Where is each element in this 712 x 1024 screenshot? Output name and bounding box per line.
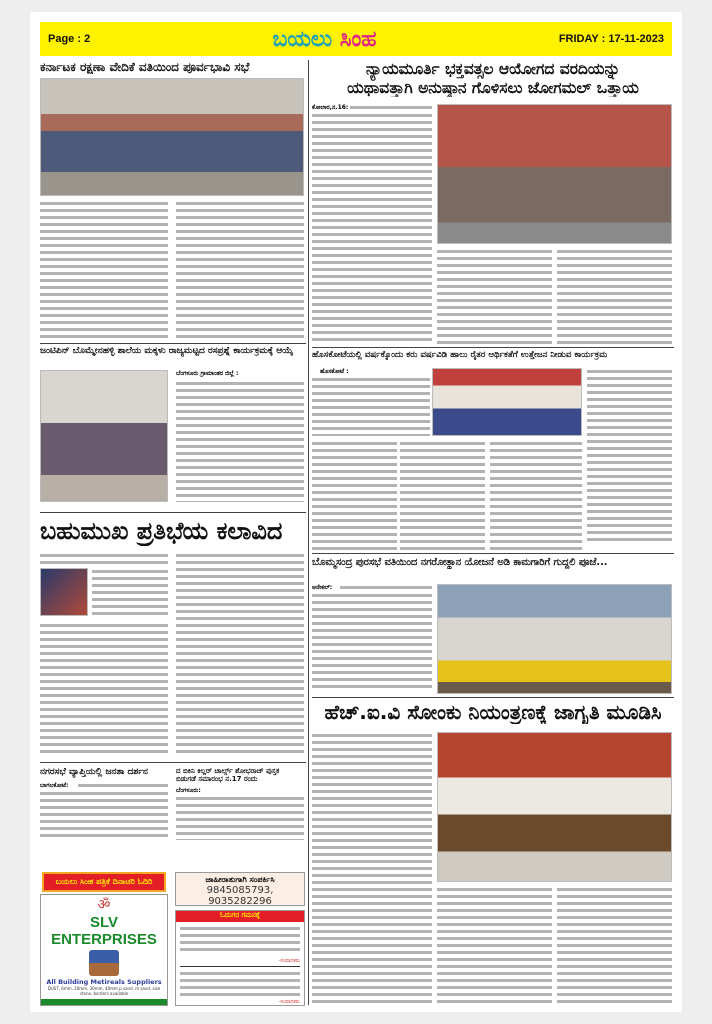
ad-slv-enterprises — [40, 894, 168, 1006]
issue-date: FRIDAY : 17-11-2023 — [558, 33, 664, 45]
photo-press-meet — [437, 104, 672, 244]
masthead — [40, 22, 672, 56]
headline-line: ದ ಬಿಕಿನಿ ಕಿಲ್ಲರ್ ಚಾರ್ಲ್ಸ್ ಶೋಭರಾಜ್ ಪುಸ್ತಕ — [176, 767, 280, 775]
om-symbol: ॐ — [97, 897, 111, 913]
headline-book-release — [176, 767, 306, 784]
photo-artist — [40, 568, 88, 616]
dateline: ಹೊಸಕೋಟೆ : — [320, 368, 349, 375]
article-body — [40, 552, 168, 564]
readers-notice — [175, 910, 305, 1006]
column-divider — [308, 60, 309, 1005]
contact-phones: 9845085793, 9035282296 — [206, 885, 274, 907]
house-icon — [89, 950, 119, 976]
headline-janata-darshan: ನಗರಸಭೆ ವ್ಯಾಪ್ತಿಯಲ್ಲಿ ಜನತಾ ದರ್ಶನ — [40, 767, 148, 777]
article-body — [40, 200, 168, 340]
article-body — [490, 440, 582, 550]
article-body — [40, 790, 168, 840]
notice-signature: -ಸಂಪಾದಕರು — [278, 958, 300, 964]
divider — [312, 553, 674, 554]
photo-milk-event — [432, 368, 582, 436]
ad-banner-read-daily: ಬಯಲು ಸಿಂಹ ಪತ್ರಿಕೆ ದಿನಾಚರಿ ಓದಿರಿ — [42, 872, 166, 892]
notice-title: ಓದುಗರ ಗಮನಕ್ಕೆ — [176, 911, 304, 922]
article-body — [312, 732, 432, 1007]
photo-hiv-meeting — [437, 732, 672, 882]
dateline: ಬೆಂಗಳೂರು: — [176, 787, 201, 794]
photo-karave-meeting — [40, 78, 304, 196]
article-body — [176, 795, 304, 840]
article-body — [437, 886, 552, 1007]
headline-line: ನ್ಯಾಯಮೂರ್ತಿ ಭಕ್ತವತ್ಸಲ ಆಯೋಗದ ವರದಿಯನ್ನು — [365, 60, 621, 78]
article-body — [587, 368, 672, 543]
dateline: ಬಾಗಲಕೋಟೆ: — [40, 782, 69, 789]
article-body — [312, 112, 432, 345]
article-body — [312, 440, 397, 550]
article-body — [340, 584, 432, 591]
article-body — [40, 622, 168, 757]
company-name: SLV ENTERPRISES — [51, 914, 157, 948]
article-body — [350, 104, 432, 111]
divider — [40, 762, 306, 763]
dateline: ಬೆಂಗಳೂರು ಗ್ರಾಮಾಂತರ ಜಿಲ್ಲೆ : — [176, 370, 239, 377]
article-body — [176, 552, 304, 757]
dateline: ಆನೇಕಲ್: — [312, 584, 333, 591]
article-body — [312, 592, 432, 692]
newspaper-title — [272, 27, 376, 52]
headline-karave: ಕರ್ನಾಟಕ ರಕ್ಷಣಾ ವೇದಿಕೆ ವತಿಯಿಂದ ಪೂರ್ವಭಾವಿ ಸಭೆ — [40, 60, 250, 74]
notice-body — [180, 970, 300, 996]
article-body — [92, 568, 168, 618]
article-body — [557, 248, 672, 345]
ad-products: DUST, 6mm, 20mm, 30mm, 40mm p.sand, m sand, size stone, borders available — [47, 986, 161, 996]
notice-body — [180, 925, 300, 955]
dateline: ಕೋಲಾರ,ನ.16: — [312, 104, 349, 111]
headline-justice-report — [312, 60, 674, 97]
headline-line: ಯಥಾವತ್ತಾಗಿ ಅನುಷ್ಠಾನ ಗೊಳಿಸಲು ಜೋಗಮಲ್ ಒತ್ತಾಯ — [347, 78, 639, 97]
headline-milk-program: ಹೊಸಕೋಟೆಯಲ್ಲಿ ವರ್ಷಕ್ಕೊಂದು ಕರು ವರ್ಷವಿಡಿ ಹಾಲು ರೈತರ ಆರ್ಥಿಕತೆಗೆ ಉತ್ತೇಜನ ನೀಡುವ ಕಾರ್ಯಕ್ರಮ — [312, 350, 608, 360]
ad-contact-box — [175, 872, 305, 906]
title-part: ಬಯಲು — [272, 26, 340, 52]
article-body — [312, 376, 430, 436]
photo-ground-breaking — [437, 584, 672, 694]
headline-bommasandra: ಬೊಮ್ಮಸಂದ್ರ ಪುರಸಭೆ ವತಿಯಿಂದ ನಗರೋತ್ಥಾನ ಯೋಜನೆ ಅಡಿ ಕಾಮಗಾರಿಗೆ ಗುದ್ದಲಿ ಪೂಜೆ... — [312, 557, 608, 568]
article-body — [78, 782, 168, 789]
title-part: ಸಿಂಹ — [339, 26, 377, 52]
page-number: Page : 2 — [48, 33, 91, 45]
article-body — [176, 380, 304, 502]
ad-tagline: All Building Metireals Suppliers — [46, 978, 162, 986]
article-body — [400, 440, 485, 550]
divider — [312, 697, 674, 698]
contact-label: ಜಾಹೀರಾತುಗಾಗಿ ಸಂಪರ್ಕಿಸಿ — [205, 875, 275, 884]
divider — [312, 347, 674, 348]
article-body — [437, 248, 552, 345]
headline-line: ಬಿಡುಗಡೆ ಸಮಾರಂಭ ನ.17 ರಂದು — [176, 775, 258, 784]
ad-footer-strip — [41, 999, 167, 1005]
headline-school-quiz: ಜಂಟಿಪಿನ್ ಬೊಮ್ಮೇನಹಳ್ಳಿ ಶಾಲೆಯ ಮಕ್ಕಳು ರಾಜ್ಯಮಟ್ಟದ ರಸಪ್ರಶ್ನೆ ಕಾರ್ಯಕ್ರಮಕ್ಕೆ ಆಯ್ಕೆ — [40, 346, 294, 356]
headline-hiv-awareness: ಹೆಚ್.ಐ.ವಿ ಸೋಂಕು ನಿಯಂತ್ರಣಕ್ಕೆ ಜಾಗೃತಿ ಮೂಡಿಸಿ — [324, 700, 662, 724]
headline-artist: ಬಹುಮುಖ ಪ್ರತಿಭೆಯ ಕಲಾವಿದ — [40, 517, 283, 545]
article-body — [557, 886, 672, 1007]
divider — [40, 343, 306, 344]
article-body — [176, 200, 304, 340]
divider — [40, 512, 306, 513]
photo-school-children — [40, 370, 168, 502]
notice-signature: -ಸಂಪಾದಕರು — [278, 999, 300, 1005]
